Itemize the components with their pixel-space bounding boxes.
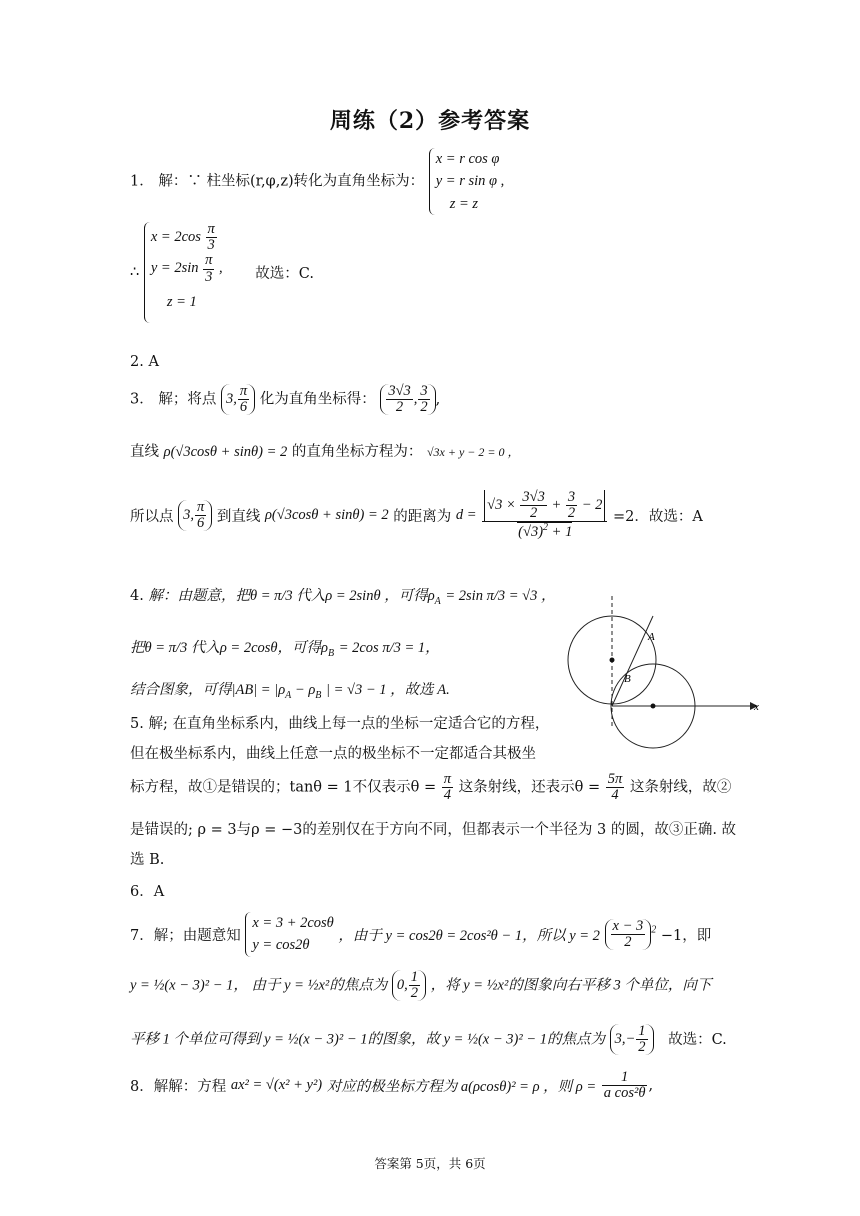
label-x: x [754, 701, 759, 713]
q3-line-2: 直线 ρ(√3cosθ + sinθ) = 2 的直角坐标方程为： √3x + y − 2 = 0 ， [130, 444, 520, 460]
q5-line-3: 标方程，故①是错误的；tanθ = 1不仅表示θ = $\frac{\pi}{4}$ 这条射线，还表示θ = $\frac{5\pi}{4}$ 这条射线，故② [130, 771, 732, 804]
q6-answer: 6．A [130, 884, 165, 900]
q7-line-3: 平移 1 个单位可得到 y = ½(x − 3)² − 1的图象，故 y = ½(x − 3)² − 1的焦点为 3,− $\frac{1}{2}$ 故选：C. [130, 1023, 727, 1056]
q5-line-2: 但在极坐标系内，曲线上任意一点的极坐标不一定都适合其极坐 [130, 746, 536, 762]
q5-line-4: 是错误的; ρ = 3与ρ = −3的差别仅在于方向不同，但都表示一个半径为 3 的圆，故③正确. 故 [130, 822, 737, 838]
point-polar: 3, $\frac{\pi}{6}$ [221, 384, 255, 415]
q1-lead: 解：∵ 柱坐标(r,φ,z)转化为直角坐标为： [158, 173, 425, 190]
center-point-2 [651, 704, 656, 709]
q3-line-1: 3． 解；将点 3, $\frac{\pi}{6}$ 化为直角坐标得： $\frac{3√3}{2}$ , $\frac{3}{2}$ , [130, 383, 441, 416]
distance-fraction: √3 × $\frac{3√3}{2}$ + $\frac{3}{2}$ − 2 $(√3)^2 + 1$ [482, 490, 607, 540]
polar-circles-figure [560, 596, 765, 756]
q1-line [130, 148, 504, 215]
q5-line-5: 选 B. [130, 852, 165, 868]
q1-number: 1． [130, 173, 154, 190]
q7-line-2: y = ½(x − 3)² − 1， 由于 y = ½x²的焦点为 0, $\frac{1}{2}$ ，将 y = ½x²的图象向右平移 3 个单位，向下 [130, 969, 712, 1002]
q1-result [130, 222, 314, 323]
center-point-1 [610, 658, 615, 663]
pi-over-3: $\frac{\pi}{3}$ [205, 252, 213, 285]
q2-answer: 2. A [130, 354, 159, 370]
q4-line-3: 结合图象，可得$|AB| = |\rho_A - \rho_B$ | = √3 − 1 ，故选 A. [130, 682, 450, 701]
q1-sys-x: x = r cos φ [435, 151, 500, 167]
q1-choice: 故选：C. [255, 266, 314, 283]
q1-cylindrical-system [429, 148, 505, 215]
q1-sys-y: y = r sin φ , [435, 173, 505, 190]
q5-line-1: 5. 解; 在直角坐标系内，曲线上每一点的坐标一定适合它的方程， [130, 716, 550, 732]
q7-line-1: 7．解；由题意知 x = 3 + 2cosθ y = cos2θ ，由于 y = cos2θ = 2cos²θ − 1，所以 y = 2 $\frac{x - 3}{2}$ $^2$ −1，即 [130, 912, 711, 957]
q4-line-2: 把θ = π/3 代入ρ = 2cosθ，可得$\rho_B = 2\cos$ π/3 = 1， [130, 640, 440, 659]
polar-line-eq: ρ(√3cosθ + sinθ) = 2 [163, 444, 288, 460]
point-rect: $\frac{3√3}{2}$ , $\frac{3}{2}$ [380, 384, 435, 415]
q1-result-z: z = 1 [166, 293, 197, 310]
page-footer: 答案第 5页，共 6页 [374, 1156, 486, 1171]
q4-line-1: 4. 解：由题意，把θ = π/3 代入ρ = 2sinθ ，可得$\rho_A = 2\sin$ π/3 = √3 ， [130, 588, 556, 607]
pi-over-3: $\frac{\pi}{3}$ [207, 221, 215, 254]
q1-sys-z: z = z [449, 195, 479, 212]
rect-line-eq: √3x + y − 2 = 0 ， [426, 445, 520, 459]
q8-line-1: 8．解解：方程 ax² = √(x² + y²) 对应的极坐标方程为 a(ρcosθ)² = ρ ，则 ρ = $\frac{1}{\text{a cos²θ}}$ , [130, 1069, 654, 1102]
q1-result-y: y = 2sin $\frac{\pi}{3}$ , [150, 252, 223, 285]
therefore-symbol: ∴ [130, 264, 140, 281]
q1-result-x: x = 2cos $\frac{\pi}{3}$ [150, 221, 215, 254]
label-B: B [624, 673, 631, 685]
q3-line-3: 所以点 3, $\frac{\pi}{6}$ 到直线 ρ(√3cosθ + sinθ) = 2 的距离为 d = √3 × $\frac{3√3}{2}$ + $\frac{3}{2}$ − 2 $(√3)^2 + 1$ =2．故选：A [130, 489, 703, 541]
page-title: 周练（2）参考答案 [329, 108, 531, 134]
label-A: A [648, 631, 655, 643]
ray-theta-pi-3 [612, 616, 653, 706]
q1-result-system [144, 222, 223, 323]
